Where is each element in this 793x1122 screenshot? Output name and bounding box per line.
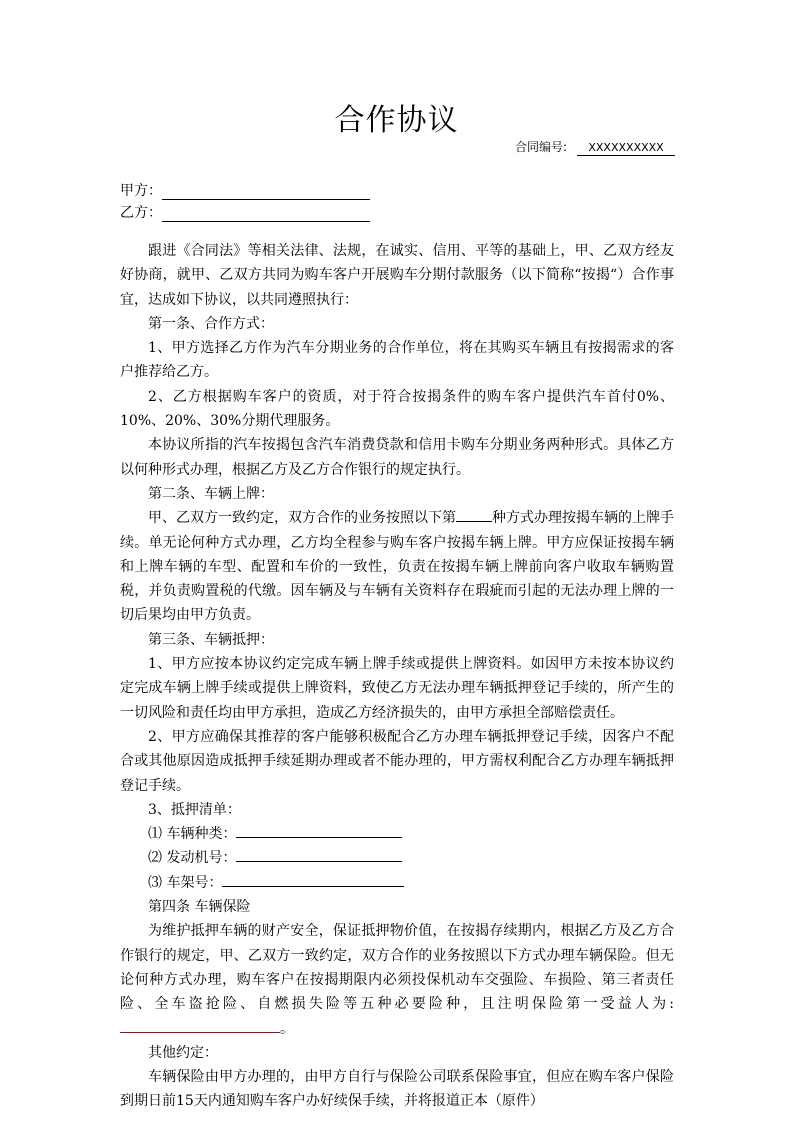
article-4-clause-1 xyxy=(120,919,674,1040)
engine-number-row xyxy=(120,846,674,870)
article-1-clause-3: 本协议所指的汽车按揭包含汽车消费贷款和信用卡购车分期业务两种形式。具体乙方以何种形式办理，根据乙方及乙方合作银行的规定执行。 xyxy=(120,437,674,478)
article-3-clause-2: 2、甲方应确保其推荐的客户能够积极配合乙方办理车辆抵押登记手续，因客户不配合或其他原因造成抵押手续延期办理或者不能办理的，甲方需权利配合乙方办理车辆抵押登记手续。 xyxy=(120,728,674,794)
party-b-label: 乙方： xyxy=(120,205,162,221)
party-a-label: 甲方： xyxy=(120,183,162,199)
document-title: 合作协议 xyxy=(334,103,459,138)
article-2-text-b: 种方式办理按揭车辆的上牌手续。单无论何种方式办理，乙方均全程参与购车客户按揭车辆上牌。甲方应保证按揭车辆和上牌车辆的车型、配置和车价的一致性，负责在按揭车辆上牌前向客户收取车辆购置税，并负责购置税的代缴。因车辆及与车辆有关资料存在瑕疵而引起的无法办理上牌的一切后果均由甲方负责。 xyxy=(120,510,674,624)
article-4-text: 为维护抵押车辆的财产安全，保证抵押物价值，在按揭存续期内，根据乙方及乙方合作银行的规定，甲、乙双方一致约定，双方合作的业务按照以下方式办理车辆保险。但无论何种方式办理，购车客户在按揭期限内必须投保机动车交强险、车损险、第三者责任险、全车盗抢险、自燃损失险等五种必要险种，且注明保险第一受益人为: xyxy=(120,923,674,1013)
article-1-clause-2: 2、乙方根据购车客户的资质，对于符合按揭条件的购车客户提供汽车首付0%、10%、20%、30%分期代理服务。 xyxy=(120,388,674,430)
contract-number-label: 合同编号: xyxy=(515,140,568,154)
contract-number xyxy=(515,138,675,156)
article-2-clause-1 xyxy=(120,506,674,627)
plating-method-blank xyxy=(456,507,492,522)
insurance-terms-paragraph: 车辆保险由甲方办理的，由甲方自行与保险公司联系保险事宜，但应在购车客户保险到期日前15天内通知购车客户办好续保手续，并将报道正本（原件） xyxy=(120,1069,674,1110)
party-b-row xyxy=(120,202,370,222)
article-3-heading: 第三条、车辆抵押： xyxy=(148,631,274,648)
article-2-text-a: 甲、乙双方一致约定，双方合作的业务按照以下第 xyxy=(148,510,456,527)
other-terms-heading: 其他约定： xyxy=(148,1044,218,1061)
contract-number-value: XXXXXXXXXX xyxy=(577,141,675,156)
party-a-blank xyxy=(162,185,370,200)
article-2-heading: 第二条、车辆上牌： xyxy=(148,485,274,502)
mortgage-list-heading: 3、抵押清单： xyxy=(148,801,241,818)
agreement-body xyxy=(120,239,674,1114)
beneficiary-blank xyxy=(120,1018,280,1033)
frame-number-blank xyxy=(222,871,404,887)
vehicle-type-row xyxy=(120,822,674,846)
vehicle-type-label: ⑴ 车辆种类： xyxy=(148,826,237,843)
article-4-heading: 第四条 车辆保险 xyxy=(148,899,251,916)
engine-number-label: ⑵ 发动机号： xyxy=(148,850,237,867)
party-a-row xyxy=(120,180,370,200)
vehicle-type-blank xyxy=(236,822,402,838)
intro-paragraph: 跟进《合同法》等相关法律、法规，在诚实、信用、平等的基础上，甲、乙双方经友好协商，就甲、乙双方共同为购车客户开展购车分期付款服务（以下简称“按揭“）合作事宜，达成如下协议，以共同遵照执行： xyxy=(120,243,674,308)
frame-number-row xyxy=(120,871,674,895)
article-4-text-end: 。 xyxy=(280,1020,294,1037)
frame-number-label: ⑶ 车架号： xyxy=(148,874,223,891)
engine-number-blank xyxy=(236,846,402,862)
article-1-heading: 第一条、合作方式： xyxy=(148,315,274,332)
article-1-clause-1: 1、甲方选择乙方作为汽车分期业务的合作单位，将在其购买车辆且有按揭需求的客户推荐给乙方。 xyxy=(120,340,674,381)
article-3-clause-1: 1、甲方应按本协议约定完成车辆上牌手续或提供上牌资料。如因甲方未按本协议约定完成车辆上牌手续或提供上牌资料，致使乙方无法办理车辆抵押登记手续的，所产生的一切风险和责任均由甲方承担，造成乙方经济损失的，由甲方承担全部赔偿责任。 xyxy=(120,656,674,721)
party-b-blank xyxy=(162,207,370,222)
